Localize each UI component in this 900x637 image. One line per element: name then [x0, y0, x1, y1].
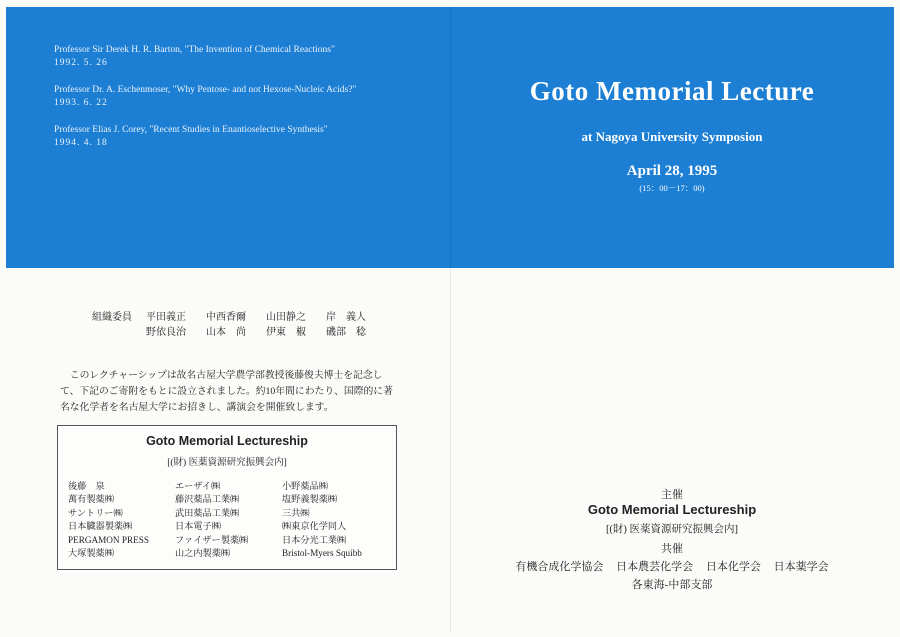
donor-name: ㈱東京化学同人	[282, 521, 347, 532]
sponsor-label: 主催	[661, 489, 683, 501]
past-lecture-date: 1994. 4. 18	[54, 138, 108, 148]
lecture-date: April 28, 1995	[626, 163, 718, 179]
past-lecture-item	[54, 124, 404, 150]
donor-name: 日本電子㈱	[175, 521, 221, 532]
donor-name: 武田薬品工業㈱	[175, 507, 240, 518]
sponsor-org: [(財) 医薬資源研究振興会内]	[605, 524, 739, 535]
committee-member: 平田義正	[146, 312, 186, 323]
past-lectures-list	[54, 44, 404, 164]
donor-name: 日本分光工業㈱	[282, 534, 347, 545]
lectureship-box-title: Goto Memorial Lectureship	[146, 434, 308, 448]
donor-name: 山之内製薬㈱	[175, 548, 231, 559]
donor-name: 萬有製薬㈱	[68, 494, 114, 505]
lectureship-donor-box	[57, 425, 397, 570]
committee-member: 山田静之	[266, 312, 306, 323]
donor-name: 三共㈱	[282, 507, 310, 518]
past-lecture-item	[54, 44, 404, 70]
past-lecture-date: 1993. 6. 22	[54, 98, 108, 108]
donor-name: 後藤 泉	[68, 481, 105, 491]
donor-name: 塩野義製薬㈱	[282, 494, 338, 505]
donor-name: 藤沢薬品工業㈱	[175, 494, 240, 505]
committee-label: 組織委員	[92, 312, 132, 323]
donor-name: エーザイ㈱	[175, 481, 221, 491]
committee-member: 山本 尚	[206, 327, 246, 338]
committee-member: 伊東 椒	[266, 327, 306, 338]
past-lecture-text: Professor Elias J. Corey, "Recent Studies in Enantioselective Synthesis"	[54, 125, 328, 135]
past-lecture-item	[54, 84, 404, 110]
committee-member: 中西香爾	[206, 312, 246, 323]
cosponsor-orgs: 有機合成化学協会 日本農芸化学会 日本化学会 日本薬学会	[515, 561, 829, 573]
lectureship-description: このレクチャーシップは故名古屋大学農学部教授後藤俊夫博士を記念して、下記のご寄附をもとに設立されました。約10年間にわたり、国際的に著名な化学者を名古屋大学にお招きし、講演会を開催致します。	[60, 370, 393, 413]
lectureship-box-subtitle: [(財) 医薬資源研究振興会内]	[167, 458, 287, 468]
donor-name: ファイザー製薬㈱	[175, 534, 249, 545]
donor-name: 日本臓器製薬㈱	[68, 521, 133, 532]
cover-title: Goto Memorial Lecture	[529, 76, 815, 106]
donor-name: 小野薬品㈱	[282, 481, 328, 491]
donor-name: PERGAMON PRESS	[68, 534, 149, 545]
cosponsor-branch: 各東海-中部支部	[631, 579, 713, 591]
lecture-time: (15：00－17：00)	[639, 183, 705, 193]
sponsor-name: Goto Memorial Lectureship	[587, 502, 757, 517]
donor-name: Bristol-Myers Squibb	[282, 548, 362, 559]
donor-name: サントリー㈱	[68, 507, 123, 518]
donor-name: 大塚製薬㈱	[68, 548, 114, 559]
organizing-committee	[92, 310, 386, 340]
donor-grid	[68, 480, 392, 560]
committee-member: 野依良治	[146, 327, 186, 338]
cover-subtitle: at Nagoya University Symposion	[581, 129, 763, 144]
committee-member: 岸 義人	[326, 312, 366, 323]
past-lecture-text: Professor Dr. A. Eschenmoser, "Why Pentose- and not Hexose-Nucleic Acids?"	[54, 85, 357, 95]
committee-member: 磯部 稔	[326, 327, 366, 338]
cosponsor-label: 共催	[661, 543, 683, 555]
past-lecture-date: 1992. 5. 26	[54, 58, 108, 68]
past-lecture-text: Professor Sir Derek H. R. Barton, "The Invention of Chemical Reactions"	[54, 45, 335, 55]
